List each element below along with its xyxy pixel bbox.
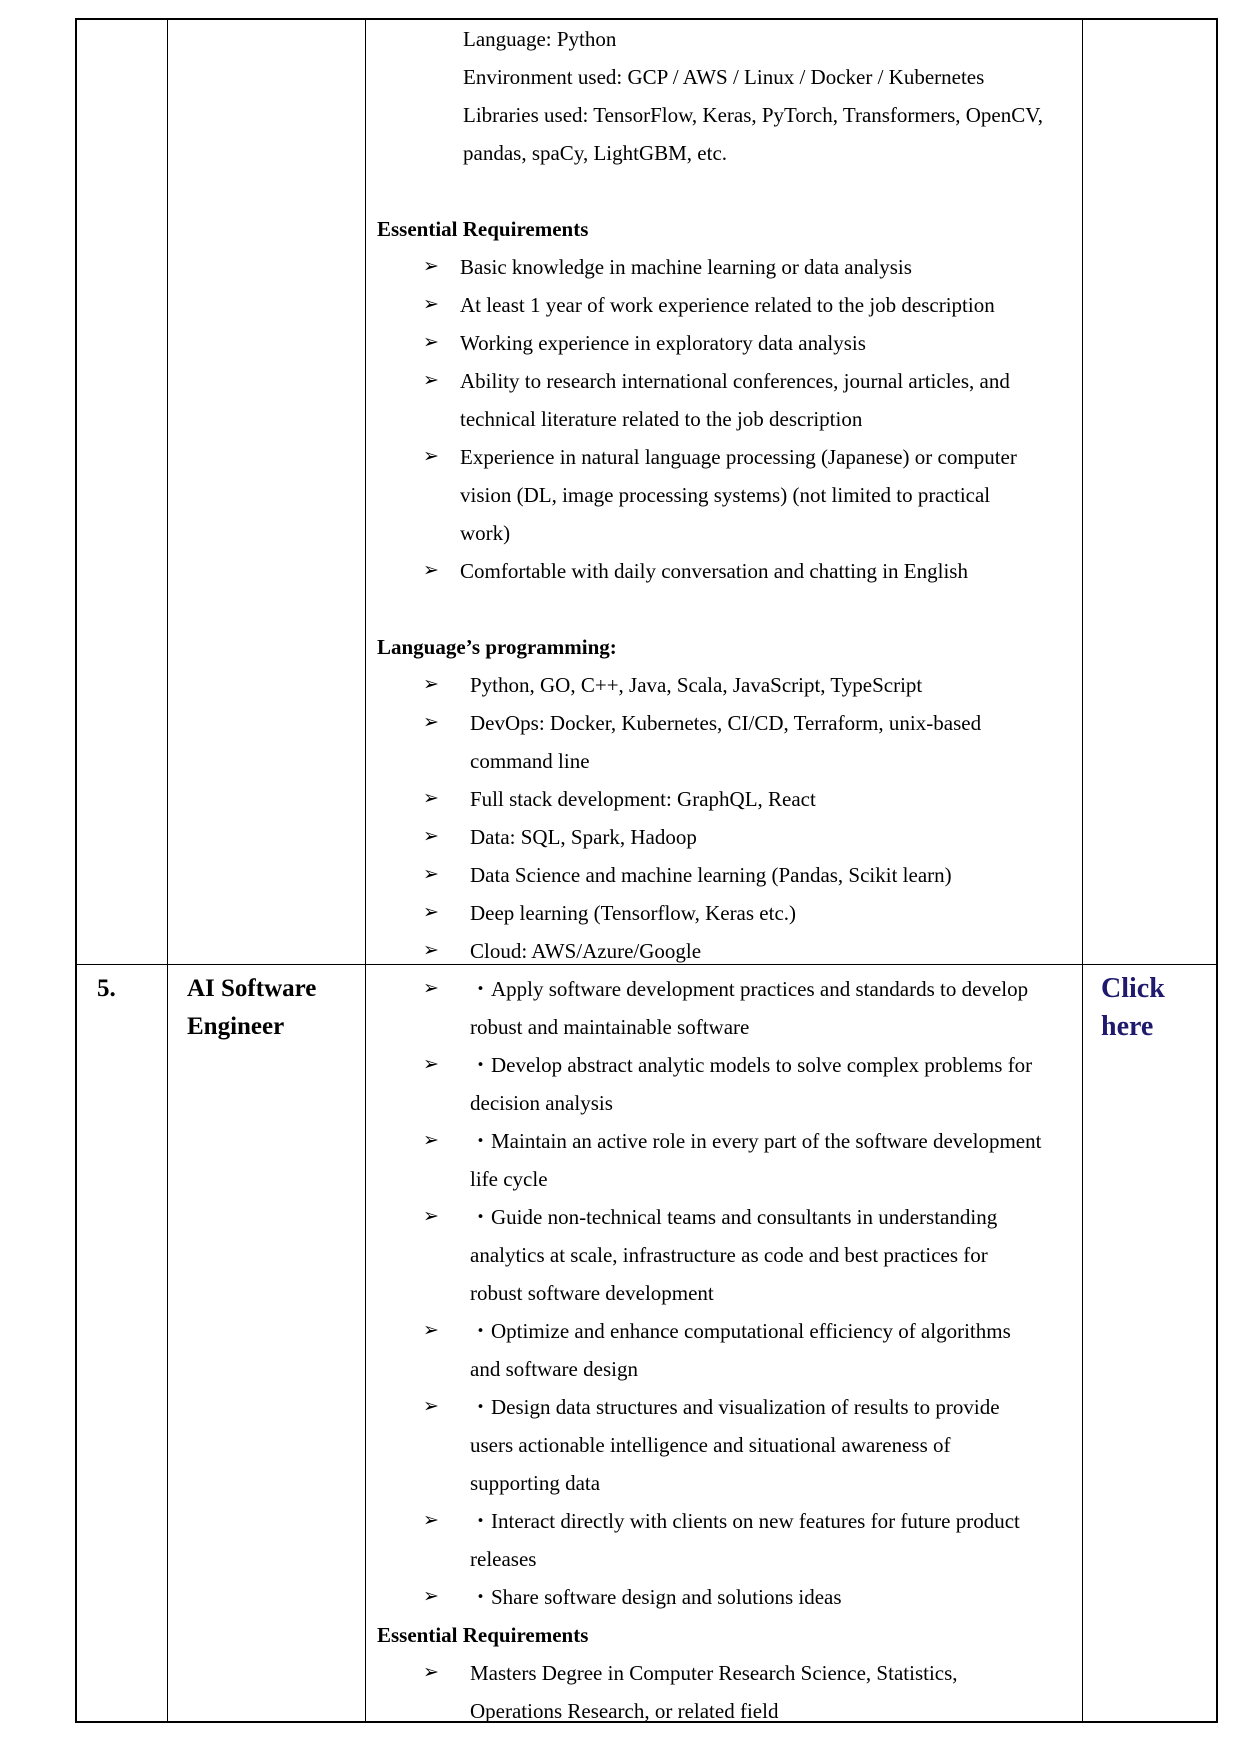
tools-line: pandas, spaCy, LightGBM, etc. — [463, 141, 728, 165]
arrow-bullet-icon: ➢ — [423, 864, 439, 885]
duty-item-cont: analytics at scale, infrastructure as code and best practices for — [470, 1243, 988, 1267]
duty-item: ・Guide non-technical teams and consultants in understanding — [470, 1205, 998, 1229]
arrow-bullet-icon: ➢ — [423, 826, 439, 847]
tools-line: Language: Python — [463, 27, 617, 51]
arrow-bullet-icon: ➢ — [423, 256, 439, 277]
requirement-item: Masters Degree in Computer Research Science, Statistics, — [470, 1661, 958, 1685]
arrow-bullet-icon: ➢ — [423, 712, 439, 733]
requirement-item: Comfortable with daily conversation and chatting in English — [460, 559, 968, 583]
arrow-bullet-icon: ➢ — [423, 446, 439, 467]
duty-item-cont: life cycle — [470, 1167, 548, 1191]
role-title: AI Software — [187, 975, 317, 1002]
arrow-bullet-icon: ➢ — [423, 978, 439, 999]
language-item: Full stack development: GraphQL, React — [470, 787, 816, 811]
arrow-bullet-icon: ➢ — [423, 1320, 439, 1341]
duty-item: ・Maintain an active role in every part of the software development — [470, 1129, 1042, 1153]
duty-item-cont: users actionable intelligence and situational awareness of — [470, 1433, 951, 1457]
column-divider — [167, 20, 168, 1721]
arrow-bullet-icon: ➢ — [423, 674, 439, 695]
requirement-item-cont: technical literature related to the job description — [460, 407, 863, 431]
duty-item-cont: robust and maintainable software — [470, 1015, 750, 1039]
language-item: Data Science and machine learning (Pandas, Scikit learn) — [470, 863, 952, 887]
essential-heading: Essential Requirements — [377, 217, 589, 241]
arrow-bullet-icon: ➢ — [423, 1054, 439, 1075]
arrow-bullet-icon: ➢ — [423, 788, 439, 809]
duty-item-cont: decision analysis — [470, 1091, 613, 1115]
duty-item-cont: robust software development — [470, 1281, 714, 1305]
requirement-item-cont: work) — [460, 521, 511, 545]
duty-item: ・Optimize and enhance computational efficiency of algorithms — [470, 1319, 1011, 1343]
row-number: 5. — [97, 975, 116, 1002]
requirement-item: Basic knowledge in machine learning or data analysis — [460, 255, 912, 279]
arrow-bullet-icon: ➢ — [423, 1396, 439, 1417]
essential-heading: Essential Requirements — [377, 1623, 589, 1647]
language-item: Cloud: AWS/Azure/Google — [470, 939, 702, 963]
arrow-bullet-icon: ➢ — [423, 1130, 439, 1151]
requirement-item: Experience in natural language processing (Japanese) or computer — [460, 445, 1017, 469]
arrow-bullet-icon: ➢ — [423, 1586, 439, 1607]
language-item-cont: command line — [470, 749, 590, 773]
tools-line: Libraries used: TensorFlow, Keras, PyTorch, Transformers, OpenCV, — [463, 103, 1043, 127]
duty-item: ・Develop abstract analytic models to solve complex problems for — [470, 1053, 1033, 1077]
duty-item: ・Share software design and solutions ideas — [470, 1585, 842, 1609]
arrow-bullet-icon: ➢ — [423, 1510, 439, 1531]
tools-line: Environment used: GCP / AWS / Linux / Docker / Kubernetes — [463, 65, 985, 89]
requirement-item-cont: Operations Research, or related field — [470, 1699, 779, 1723]
duty-item: ・Design data structures and visualization of results to provide — [470, 1395, 1000, 1419]
duty-item-cont: releases — [470, 1547, 537, 1571]
arrow-bullet-icon: ➢ — [423, 1662, 439, 1683]
language-item: Deep learning (Tensorflow, Keras etc.) — [470, 901, 797, 925]
column-divider — [365, 20, 366, 1721]
column-divider — [1082, 20, 1083, 1721]
language-item: Python, GO, C++, Java, Scala, JavaScript, TypeScript — [470, 673, 923, 697]
requirement-item: At least 1 year of work experience related to the job description — [460, 293, 995, 317]
requirement-item-cont: vision (DL, image processing systems) (not limited to practical — [460, 483, 991, 507]
duty-item: ・Apply software development practices and standards to develop — [470, 977, 1029, 1001]
language-item: Data: SQL, Spark, Hadoop — [470, 825, 697, 849]
role-title-cont: Engineer — [187, 1013, 285, 1040]
arrow-bullet-icon: ➢ — [423, 370, 439, 391]
arrow-bullet-icon: ➢ — [423, 940, 439, 961]
duty-item: ・Interact directly with clients on new features for future product — [470, 1509, 1020, 1533]
arrow-bullet-icon: ➢ — [423, 294, 439, 315]
duty-item-cont: supporting data — [470, 1471, 601, 1495]
arrow-bullet-icon: ➢ — [423, 560, 439, 581]
arrow-bullet-icon: ➢ — [423, 332, 439, 353]
apply-link-cont[interactable]: here — [1101, 1011, 1154, 1042]
arrow-bullet-icon: ➢ — [423, 1206, 439, 1227]
requirement-item: Ability to research international conferences, journal articles, and — [460, 369, 1010, 393]
arrow-bullet-icon: ➢ — [423, 902, 439, 923]
duty-item-cont: and software design — [470, 1357, 638, 1381]
languages-heading: Language’s programming: — [377, 635, 617, 659]
requirement-item: Working experience in exploratory data analysis — [460, 331, 866, 355]
apply-link[interactable]: Click — [1101, 973, 1165, 1004]
language-item: DevOps: Docker, Kubernetes, CI/CD, Terraform, unix-based — [470, 711, 982, 735]
